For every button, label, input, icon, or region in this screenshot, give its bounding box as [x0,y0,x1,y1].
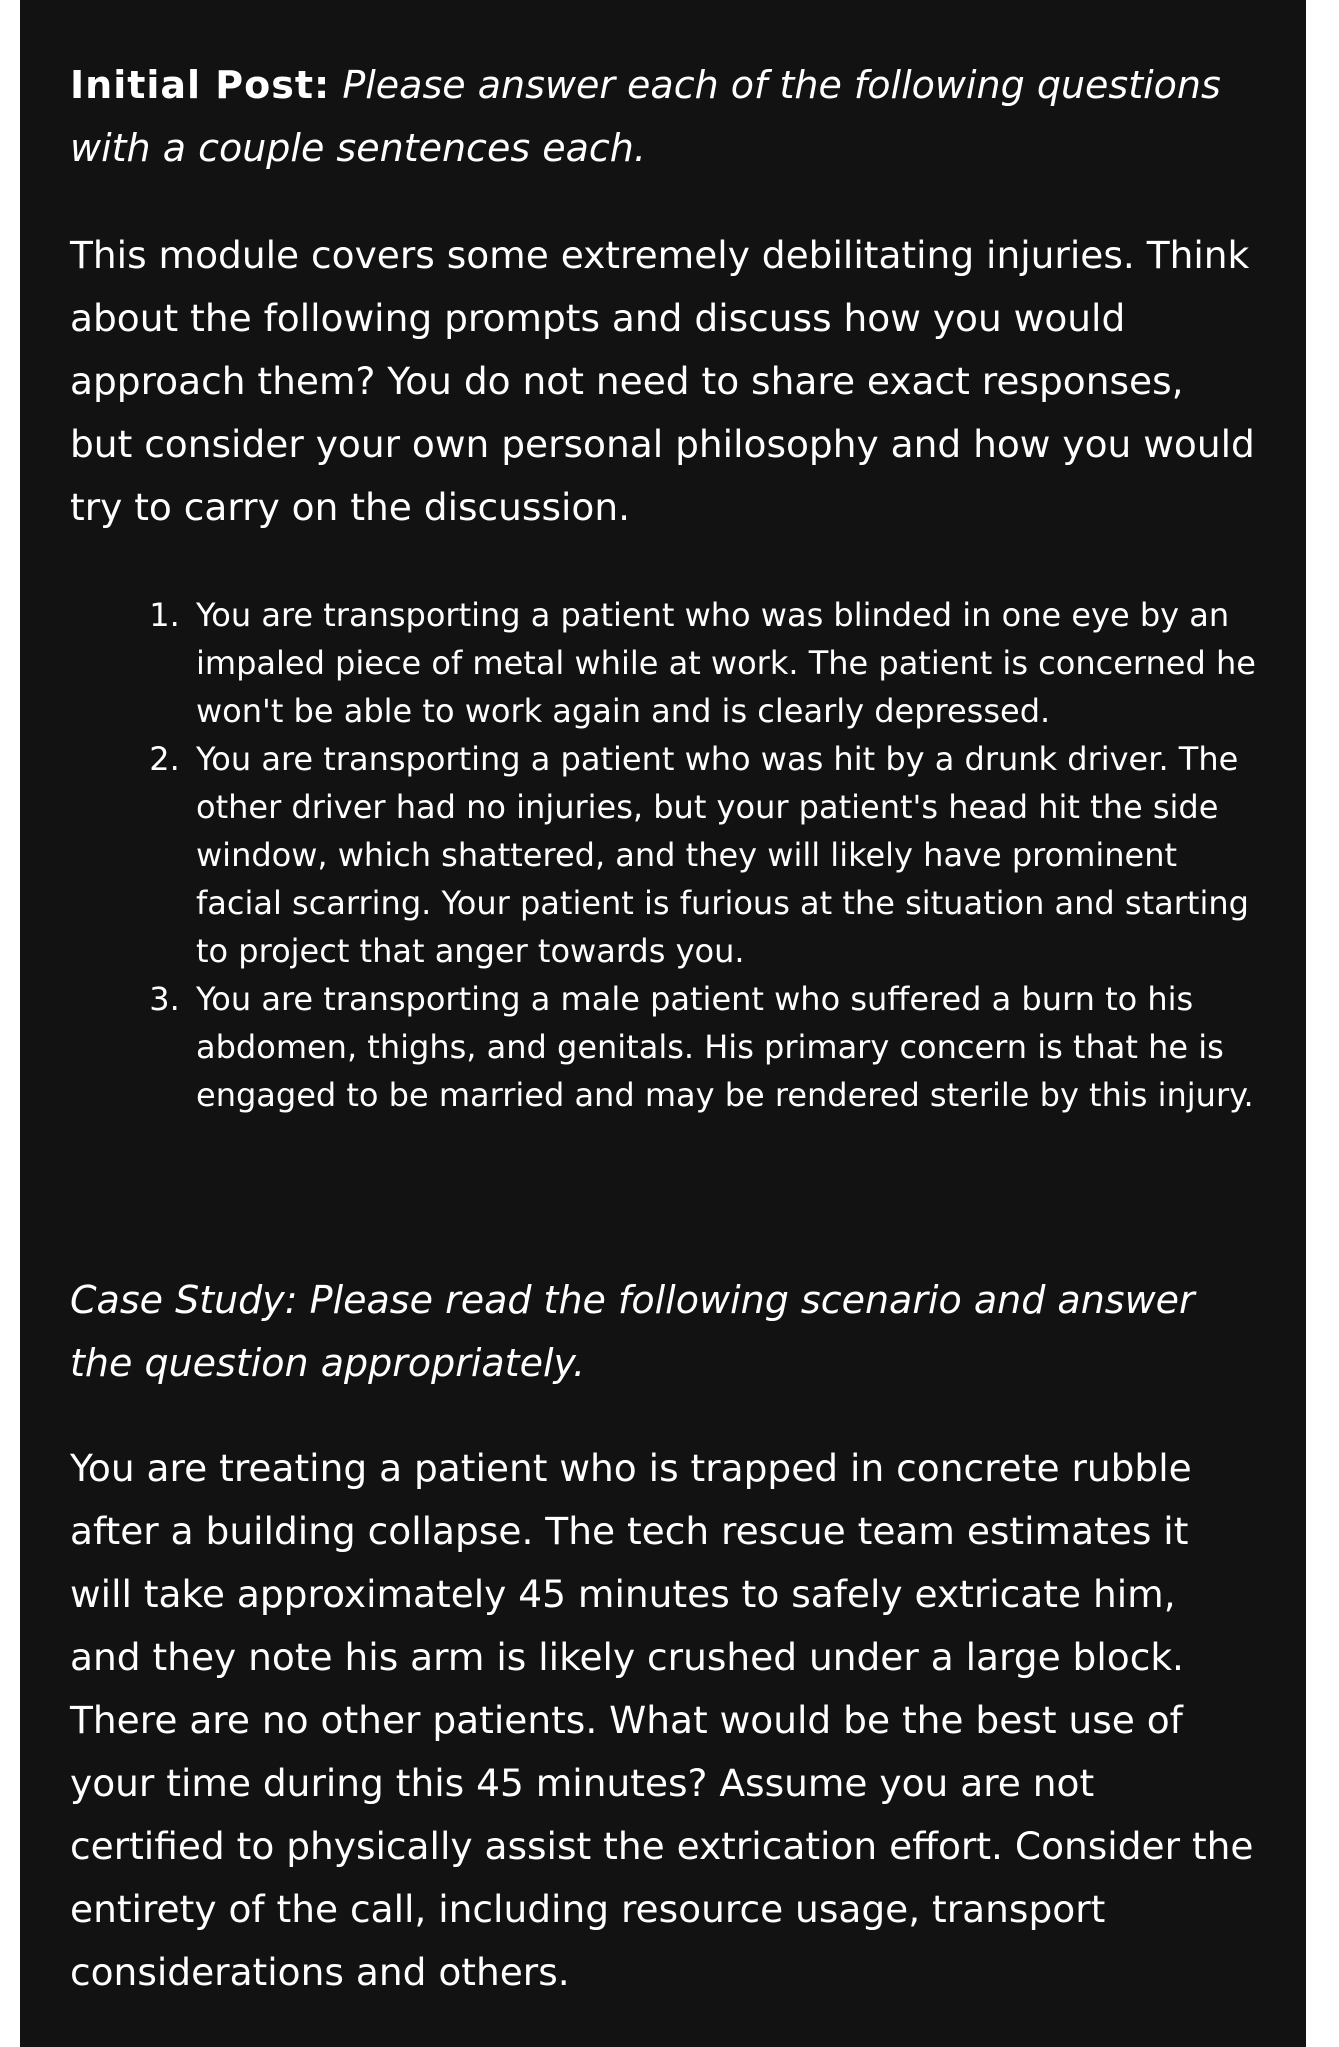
initial-post-label: Initial Post: [70,63,331,107]
content-panel [20,0,1306,2047]
prompt-list [70,591,1256,1119]
initial-post-body: This module covers some extremely debilitating injuries. Think about the following prompts and discuss how you would approach them? You do not need to share exact responses, but consider your own personal philosophy and how you would try to carry on the discussion. [70,233,1255,529]
prompt-item: 1. You are transporting a patient who was blinded in one eye by an impaled piece of metal while at work. The patient is concerned he won't be able to work again and is clearly depressed. [190,591,1256,735]
initial-post-instruction: Please answer each of the following questions with a couple sentences each. [70,63,1221,170]
prompt-item: 3. You are transporting a male patient who suffered a burn to his abdomen, thighs, and genitals. His primary concern is that he is engaged to be married and may be rendered sterile by this injury. [190,975,1256,1119]
case-study-heading: Case Study: Please read the following scenario and answer the question appropriately. [70,1278,1195,1385]
prompt-item: 2. You are transporting a patient who was hit by a drunk driver. The other driver had no injuries, but your patient's head hit the side window, which shattered, and they will likely have prominent facial scarring. Your patient is furious at the situation and starting to project that anger towards you. [190,735,1256,975]
initial-post-heading [70,54,1256,180]
case-study-body: You are treating a patient who is trapped in concrete rubble after a building collapse. The tech rescue team estimates it will take approximately 45 minutes to safely extricate him, and they note his arm is likely crushed under a large block. There are no other patients. What would be the best use of your time during this 45 minutes? Assume you are not certified to physically assist the extrication effort. Consider the entirety of the call, including resource usage, transport considerations and others. [70,1446,1254,1994]
